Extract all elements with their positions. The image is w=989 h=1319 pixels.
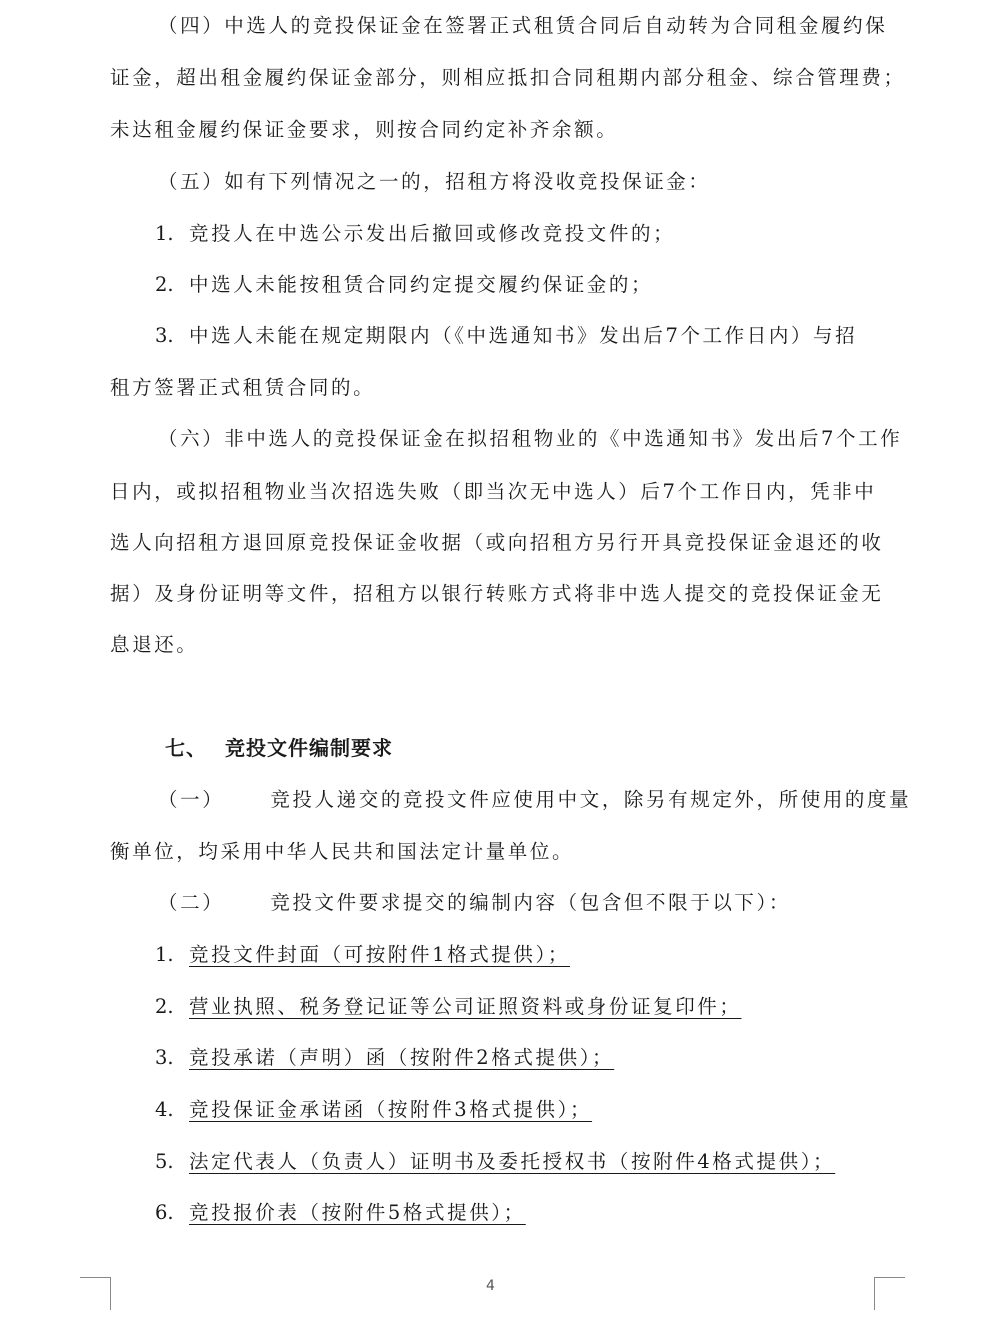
item-text: 营业执照、税务登记证等公司证照资料或身份证复印件； [189, 995, 742, 1018]
paragraph-4-line-2: 证金，超出租金履约保证金部分，则相应抵扣合同租期内部分租金、综合管理费； [110, 66, 906, 89]
required-doc-item-2 [155, 994, 925, 1020]
paragraph-4-line-1: （四）中选人的竞投保证金在签署正式租赁合同后自动转为合同租金履约保 [158, 14, 888, 37]
item-number: 4. [155, 1098, 174, 1121]
item-text: 法定代表人（负责人）证明书及委托授权书（按附件4格式提供）； [189, 1150, 836, 1173]
section-number: 七、 [165, 736, 207, 760]
item-text: 竞投报价表（按附件5格式提供）； [189, 1201, 526, 1224]
sub-label: （二） [158, 891, 225, 914]
item-number: 6. [155, 1201, 174, 1224]
sub-text: 竞投人递交的竞投文件应使用中文，除另有规定外，所使用的度量 [270, 788, 912, 811]
item-number: 2. [155, 995, 174, 1018]
page-corner-mark-left [80, 1277, 111, 1310]
required-doc-item-3 [155, 1045, 925, 1071]
item-text: 中选人未能在规定期限内（《中选通知书》发出后7个工作日内）与招 [189, 324, 858, 347]
item-number: 1. [155, 943, 174, 966]
item-text: 竞投承诺（声明）函（按附件2格式提供）； [189, 1046, 615, 1069]
paragraph-4-line-3: 未达租金履约保证金要求，则按合同约定补齐余额。 [110, 118, 619, 141]
item-text: 竞投保证金承诺函（按附件3格式提供）； [189, 1098, 593, 1121]
required-doc-item-6 [155, 1200, 925, 1226]
required-doc-item-1 [155, 942, 925, 968]
paragraph-5-item-2 [155, 272, 925, 298]
paragraph-6-line-4: 据）及身份证明等文件，招租方以银行转账方式将非中选人提交的竞投保证金无 [110, 582, 884, 605]
required-doc-item-4 [155, 1097, 925, 1123]
paragraph-6-line-5: 息退还。 [110, 633, 199, 656]
paragraph-5-item-3 [155, 323, 925, 349]
section-7-sub-1-line-1 [158, 787, 928, 813]
page-number: 4 [486, 1278, 495, 1294]
section-7-heading [165, 735, 393, 761]
paragraph-5-item-1 [155, 221, 925, 247]
paragraph-6-line-2: 日内，或拟招租物业当次招选失败（即当次无中选人）后7个工作日内，凭非中 [110, 480, 877, 503]
item-number: 3. [155, 1046, 174, 1069]
item-number: 5. [155, 1150, 174, 1173]
sub-text: 竞投文件要求提交的编制内容（包含但不限于以下）： [270, 891, 791, 914]
paragraph-5-item-3-continued: 租方签署正式租赁合同的。 [110, 376, 376, 399]
paragraph-6-line-1: （六）非中选人的竞投保证金在拟招租物业的《中选通知书》发出后7个工作 [158, 427, 903, 450]
item-number: 3. [155, 324, 174, 347]
item-number: 2. [155, 273, 174, 296]
paragraph-6-line-3: 选人向招租方退回原竞投保证金收据（或向招租方另行开具竞投保证金退还的收 [110, 531, 884, 554]
section-7-sub-2 [158, 890, 928, 916]
sub-label: （一） [158, 788, 225, 811]
section-7-sub-1-line-2: 衡单位，均采用中华人民共和国法定计量单位。 [110, 840, 575, 863]
section-title: 竞投文件编制要求 [225, 736, 393, 760]
item-text: 中选人未能按租赁合同约定提交履约保证金的； [189, 273, 654, 296]
item-text: 竞投人在中选公示发出后撤回或修改竞投文件的； [189, 222, 676, 245]
item-text: 竞投文件封面（可按附件1格式提供）； [189, 943, 570, 966]
required-doc-item-5 [155, 1149, 925, 1175]
item-number: 1. [155, 222, 174, 245]
paragraph-5-intro: （五）如有下列情况之一的，招租方将没收竞投保证金： [158, 170, 711, 193]
page-corner-mark-right [874, 1277, 905, 1310]
